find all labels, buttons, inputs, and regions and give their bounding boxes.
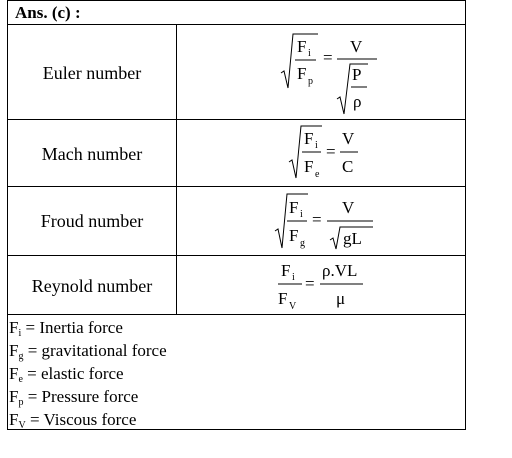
svg-text:F: F bbox=[297, 37, 307, 56]
euler-formula bbox=[177, 25, 465, 119]
svg-text:=: = bbox=[312, 210, 322, 229]
svg-text:ρ: ρ bbox=[353, 92, 362, 111]
mach-formula bbox=[177, 120, 465, 186]
svg-text:=: = bbox=[323, 48, 333, 67]
svg-text:i: i bbox=[315, 140, 318, 151]
svg-text:p: p bbox=[308, 76, 313, 87]
answer-header bbox=[8, 1, 465, 25]
svg-text:V: V bbox=[350, 37, 363, 56]
svg-text:=: = bbox=[326, 142, 336, 161]
svg-text:F: F bbox=[289, 198, 299, 217]
svg-text:i: i bbox=[300, 209, 303, 220]
answer-label: Ans. (c) : bbox=[15, 3, 81, 22]
svg-text:e: e bbox=[315, 169, 320, 180]
svg-text:F: F bbox=[289, 226, 299, 245]
svg-text:gL: gL bbox=[343, 229, 362, 248]
answer-table bbox=[7, 0, 466, 430]
svg-text:i: i bbox=[292, 272, 295, 283]
svg-text:=: = bbox=[305, 274, 315, 293]
legend-item: $F_V$ = Viscous force bbox=[9, 410, 137, 431]
svg-text:F: F bbox=[304, 157, 314, 176]
froud-formula bbox=[177, 187, 465, 255]
svg-text:V: V bbox=[342, 198, 355, 217]
svg-text:V: V bbox=[342, 129, 355, 148]
legend-item: $F_e$ = elastic force bbox=[9, 364, 124, 385]
svg-text:F: F bbox=[297, 64, 307, 83]
svg-text:i: i bbox=[308, 48, 311, 59]
row-name: Reynold number bbox=[31, 276, 153, 296]
reynold-formula bbox=[177, 256, 465, 314]
row-name: Froud number bbox=[40, 211, 144, 231]
table-row-reynold bbox=[8, 256, 465, 315]
row-name: Euler number bbox=[42, 63, 142, 83]
svg-text:ρ.VL: ρ.VL bbox=[322, 261, 358, 280]
legend-item: $F_g$ = gravitational force bbox=[9, 341, 167, 362]
svg-text:P: P bbox=[352, 65, 362, 84]
table-row-froud bbox=[8, 187, 465, 256]
svg-text:V: V bbox=[289, 301, 297, 312]
table-row-euler bbox=[8, 25, 465, 120]
svg-text:μ: μ bbox=[336, 289, 346, 308]
svg-text:F: F bbox=[278, 289, 288, 308]
legend-item: $F_p$ = Pressure force bbox=[9, 387, 139, 408]
svg-text:F: F bbox=[281, 261, 291, 280]
svg-text:F: F bbox=[304, 129, 314, 148]
symbol-legend bbox=[9, 316, 167, 431]
table-row-mach bbox=[8, 120, 465, 187]
legend-item: $F_i$ = Inertia force bbox=[9, 318, 123, 339]
svg-text:C: C bbox=[342, 157, 354, 176]
svg-text:g: g bbox=[300, 238, 305, 249]
row-name: Mach number bbox=[41, 144, 143, 164]
